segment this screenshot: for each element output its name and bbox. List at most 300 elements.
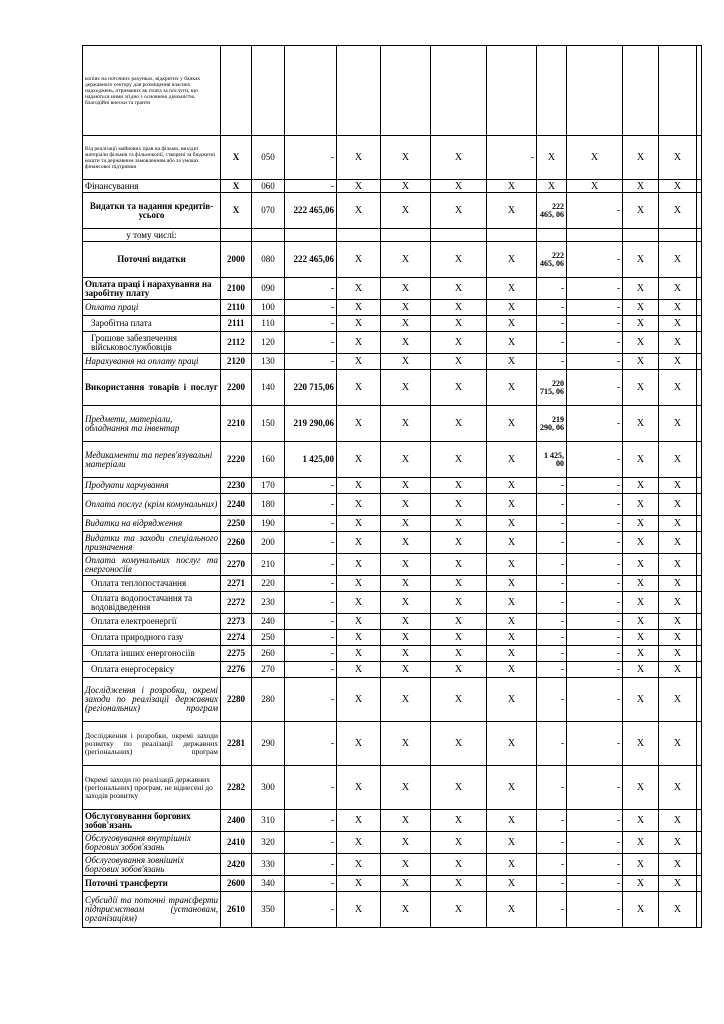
value-cell: - xyxy=(567,832,623,854)
value-cell: X xyxy=(337,316,381,332)
value-cell: - xyxy=(567,662,623,678)
kekv-code-cell: 2200 xyxy=(221,370,252,406)
value-cell xyxy=(697,478,702,494)
value-cell xyxy=(697,678,702,722)
table-row xyxy=(83,576,702,592)
value-cell xyxy=(697,892,702,928)
kekv-code-cell: 2400 xyxy=(221,810,252,832)
value-cell: X xyxy=(337,832,381,854)
value-cell: X xyxy=(487,678,537,722)
value-cell: - xyxy=(537,576,567,592)
value-cell: X xyxy=(487,646,537,662)
value-cell: - xyxy=(537,316,567,332)
value-cell: - xyxy=(567,406,623,442)
value-cell: X xyxy=(431,442,487,478)
value-cell: X xyxy=(487,662,537,678)
row-code-cell: 310 xyxy=(252,810,285,832)
kekv-code-cell: X xyxy=(221,193,252,229)
value-cell xyxy=(659,229,697,242)
value-cell: X xyxy=(659,810,697,832)
value-cell: - xyxy=(567,242,623,278)
table-row xyxy=(83,478,702,494)
value-cell: X xyxy=(381,442,431,478)
total-amount-cell: - xyxy=(285,810,337,832)
value-cell: X xyxy=(431,406,487,442)
value-cell: X xyxy=(337,354,381,370)
value-cell: X xyxy=(623,370,659,406)
value-cell: X xyxy=(381,766,431,810)
value-cell xyxy=(697,576,702,592)
value-cell xyxy=(697,300,702,316)
value-cell: X xyxy=(659,406,697,442)
value-cell: X xyxy=(431,614,487,630)
value-cell: X xyxy=(431,516,487,532)
total-amount-cell: - xyxy=(285,532,337,554)
kekv-code-cell: 2271 xyxy=(221,576,252,592)
table-row xyxy=(83,646,702,662)
value-cell: - xyxy=(537,278,567,300)
kekv-code-cell: 2260 xyxy=(221,532,252,554)
value-cell: - xyxy=(567,532,623,554)
value-cell: - xyxy=(537,722,567,766)
value-cell: X xyxy=(337,242,381,278)
table-row xyxy=(83,316,702,332)
value-cell: X xyxy=(487,630,537,646)
table-row xyxy=(83,278,702,300)
row-code-cell: 080 xyxy=(252,242,285,278)
row-name-cell: у тому числі: xyxy=(83,229,221,242)
value-cell: X xyxy=(431,494,487,516)
value-cell: - xyxy=(567,478,623,494)
value-cell: X xyxy=(659,494,697,516)
total-amount-cell: - xyxy=(285,354,337,370)
value-cell: X xyxy=(431,722,487,766)
value-cell: X xyxy=(381,300,431,316)
kekv-code-cell: X xyxy=(221,180,252,193)
table-row xyxy=(83,630,702,646)
value-cell: X xyxy=(381,532,431,554)
row-code-cell: 050 xyxy=(252,136,285,180)
value-cell xyxy=(487,229,537,242)
value-cell xyxy=(697,516,702,532)
kekv-code-cell: 2281 xyxy=(221,722,252,766)
value-cell: X xyxy=(381,876,431,892)
row-code-cell: 280 xyxy=(252,678,285,722)
row-code-cell: 180 xyxy=(252,494,285,516)
table-row xyxy=(83,300,702,316)
value-cell: X xyxy=(337,576,381,592)
table-row xyxy=(83,46,702,136)
value-cell xyxy=(697,722,702,766)
table-row xyxy=(83,370,702,406)
value-cell xyxy=(697,46,702,136)
table-row xyxy=(83,532,702,554)
row-code-cell: 120 xyxy=(252,332,285,354)
total-amount-cell: - xyxy=(285,592,337,614)
value-cell: X xyxy=(381,242,431,278)
value-cell: X xyxy=(337,630,381,646)
value-cell: X xyxy=(659,892,697,928)
value-cell: X xyxy=(381,354,431,370)
total-amount-cell: - xyxy=(285,478,337,494)
row-code-cell: 090 xyxy=(252,278,285,300)
value-cell: X xyxy=(487,532,537,554)
value-cell: X xyxy=(487,354,537,370)
table-row xyxy=(83,354,702,370)
value-cell: X xyxy=(381,614,431,630)
value-cell: - xyxy=(537,332,567,354)
value-cell xyxy=(697,662,702,678)
value-cell: X xyxy=(381,630,431,646)
value-cell xyxy=(431,229,487,242)
row-code-cell: 250 xyxy=(252,630,285,646)
total-amount-cell: - xyxy=(285,766,337,810)
row-code-cell: 190 xyxy=(252,516,285,532)
value-cell: X xyxy=(337,442,381,478)
value-cell: X xyxy=(659,193,697,229)
value-cell: X xyxy=(431,630,487,646)
value-cell: - xyxy=(537,646,567,662)
value-cell: X xyxy=(659,180,697,193)
row-name-cell: Від реалізації майнових прав на фільми, вихідні матеріали фільмів та фільмокопії, створені за бюджетні кошти та державним замовленням або за умовах фінансової підтримки xyxy=(83,136,221,180)
value-cell xyxy=(697,316,702,332)
total-amount-cell: - xyxy=(285,832,337,854)
value-cell: X xyxy=(337,892,381,928)
row-code-cell: 100 xyxy=(252,300,285,316)
value-cell: X xyxy=(337,662,381,678)
total-amount-cell: 1 425,00 xyxy=(285,442,337,478)
kekv-code-cell: 2600 xyxy=(221,876,252,892)
total-amount-cell: - xyxy=(285,136,337,180)
kekv-code-cell: 2270 xyxy=(221,554,252,576)
value-cell: X xyxy=(381,854,431,876)
table-body xyxy=(83,46,702,928)
value-cell: X xyxy=(337,180,381,193)
kekv-code-cell: 2110 xyxy=(221,300,252,316)
value-cell: X xyxy=(623,876,659,892)
value-cell: X xyxy=(487,876,537,892)
total-amount-cell: - xyxy=(285,614,337,630)
value-cell: X xyxy=(487,406,537,442)
total-amount-cell: 222 465,06 xyxy=(285,193,337,229)
value-cell xyxy=(697,332,702,354)
value-cell: X xyxy=(623,494,659,516)
value-cell: X xyxy=(431,854,487,876)
total-amount-cell: - xyxy=(285,316,337,332)
value-cell: - xyxy=(537,832,567,854)
value-cell: X xyxy=(431,332,487,354)
value-cell xyxy=(337,46,381,136)
value-cell xyxy=(697,242,702,278)
row-name-cell: Видатки та надання кредитів- усього xyxy=(83,193,221,229)
value-cell: X xyxy=(431,832,487,854)
value-cell: X xyxy=(381,646,431,662)
value-cell: X xyxy=(381,193,431,229)
value-cell xyxy=(697,646,702,662)
value-cell xyxy=(537,229,567,242)
value-cell xyxy=(697,554,702,576)
value-cell: X xyxy=(623,180,659,193)
value-cell xyxy=(567,46,623,136)
value-cell: X xyxy=(381,494,431,516)
value-cell: - xyxy=(537,876,567,892)
value-cell: - xyxy=(567,300,623,316)
value-cell: X xyxy=(659,516,697,532)
value-cell: X xyxy=(337,876,381,892)
row-code-cell: 160 xyxy=(252,442,285,478)
value-cell xyxy=(697,442,702,478)
value-cell: - xyxy=(567,646,623,662)
row-code-cell: 070 xyxy=(252,193,285,229)
value-cell: X xyxy=(623,854,659,876)
kekv-code-cell: 2410 xyxy=(221,832,252,854)
value-cell: - xyxy=(567,892,623,928)
value-cell xyxy=(567,229,623,242)
value-cell xyxy=(697,876,702,892)
value-cell: X xyxy=(381,592,431,614)
row-name-cell: Грошове забезпечення військовослужбовців xyxy=(83,332,221,354)
value-cell xyxy=(697,193,702,229)
table-row xyxy=(83,332,702,354)
value-cell: X xyxy=(659,722,697,766)
value-cell: - xyxy=(537,854,567,876)
table-row xyxy=(83,876,702,892)
table-row xyxy=(83,854,702,876)
value-cell: - xyxy=(537,766,567,810)
total-amount-cell: - xyxy=(285,278,337,300)
kekv-code-cell: 2274 xyxy=(221,630,252,646)
kekv-code-cell: 2230 xyxy=(221,478,252,494)
row-code-cell xyxy=(252,46,285,136)
value-cell: X xyxy=(431,646,487,662)
total-amount-cell: - xyxy=(285,332,337,354)
value-cell: - xyxy=(537,554,567,576)
value-cell xyxy=(697,630,702,646)
value-cell: - xyxy=(537,300,567,316)
value-cell: X xyxy=(381,576,431,592)
row-name-cell: Використання товарів і послуг xyxy=(83,370,221,406)
value-cell: X xyxy=(659,316,697,332)
value-cell xyxy=(697,854,702,876)
value-cell: 219 290, 06 xyxy=(537,406,567,442)
table-row xyxy=(83,193,702,229)
row-code-cell: 130 xyxy=(252,354,285,370)
row-name-cell: Видатки та заходи спеціального призначення xyxy=(83,532,221,554)
row-name-cell: Оплата інших енергоносіїв xyxy=(83,646,221,662)
value-cell: - xyxy=(567,494,623,516)
budget-table xyxy=(82,45,702,928)
value-cell: X xyxy=(431,316,487,332)
value-cell: X xyxy=(487,442,537,478)
value-cell: X xyxy=(659,442,697,478)
value-cell: X xyxy=(623,478,659,494)
value-cell: X xyxy=(623,332,659,354)
row-name-cell: Оплата електроенергії xyxy=(83,614,221,630)
value-cell: X xyxy=(659,854,697,876)
value-cell: X xyxy=(381,722,431,766)
value-cell: - xyxy=(567,722,623,766)
value-cell: X xyxy=(623,354,659,370)
row-code-cell: 140 xyxy=(252,370,285,406)
value-cell: 220 715, 06 xyxy=(537,370,567,406)
value-cell: X xyxy=(659,278,697,300)
row-name-cell: Обслуговування внутрішніх боргових зобов'язань xyxy=(83,832,221,854)
value-cell: X xyxy=(337,810,381,832)
value-cell: - xyxy=(567,810,623,832)
value-cell: X xyxy=(659,592,697,614)
value-cell: - xyxy=(537,810,567,832)
value-cell xyxy=(697,136,702,180)
value-cell: X xyxy=(431,592,487,614)
table-row xyxy=(83,554,702,576)
kekv-code-cell: 2000 xyxy=(221,242,252,278)
value-cell: - xyxy=(567,516,623,532)
value-cell: - xyxy=(537,678,567,722)
value-cell: X xyxy=(337,193,381,229)
value-cell: X xyxy=(381,478,431,494)
kekv-code-cell xyxy=(221,46,252,136)
row-name-cell: Оплата теплопостачання xyxy=(83,576,221,592)
value-cell: X xyxy=(659,532,697,554)
total-amount-cell: - xyxy=(285,662,337,678)
value-cell: X xyxy=(487,554,537,576)
total-amount-cell: - xyxy=(285,722,337,766)
kekv-code-cell: 2240 xyxy=(221,494,252,516)
row-name-cell: копіях на поточних рахунках, відкритих у банках державного сектору для розміщення власних надходжень, отриманих як плата за послуги, що надаються ними згідно з основною діяльністю, благодійні внески та гранти xyxy=(83,46,221,136)
kekv-code-cell: 2250 xyxy=(221,516,252,532)
value-cell: X xyxy=(487,478,537,494)
value-cell: - xyxy=(567,278,623,300)
value-cell: X xyxy=(487,576,537,592)
table-row xyxy=(83,614,702,630)
value-cell: X xyxy=(381,406,431,442)
total-amount-cell: - xyxy=(285,630,337,646)
value-cell: X xyxy=(337,332,381,354)
value-cell: X xyxy=(487,180,537,193)
total-amount-cell: - xyxy=(285,854,337,876)
value-cell: X xyxy=(337,478,381,494)
value-cell: - xyxy=(537,354,567,370)
value-cell: X xyxy=(337,406,381,442)
total-amount-cell: - xyxy=(285,892,337,928)
kekv-code-cell: 2272 xyxy=(221,592,252,614)
value-cell: X xyxy=(623,193,659,229)
value-cell: X xyxy=(487,614,537,630)
table-row xyxy=(83,722,702,766)
row-name-cell: Видатки на відрядження xyxy=(83,516,221,532)
value-cell: X xyxy=(337,614,381,630)
kekv-code-cell: X xyxy=(221,136,252,180)
value-cell: X xyxy=(487,193,537,229)
value-cell: - xyxy=(537,592,567,614)
value-cell: X xyxy=(381,180,431,193)
value-cell: X xyxy=(623,678,659,722)
value-cell: - xyxy=(567,854,623,876)
table-row xyxy=(83,810,702,832)
kekv-code-cell: 2282 xyxy=(221,766,252,810)
value-cell: X xyxy=(337,300,381,316)
value-cell: X xyxy=(659,832,697,854)
kekv-code-cell: 2610 xyxy=(221,892,252,928)
kekv-code-cell: 2275 xyxy=(221,646,252,662)
row-code-cell: 330 xyxy=(252,854,285,876)
value-cell: X xyxy=(431,662,487,678)
value-cell xyxy=(697,532,702,554)
table-row xyxy=(83,832,702,854)
row-name-cell: Обслуговування боргових зобов'язань xyxy=(83,810,221,832)
kekv-code-cell: 2120 xyxy=(221,354,252,370)
row-code-cell: 270 xyxy=(252,662,285,678)
value-cell xyxy=(487,46,537,136)
table-row xyxy=(83,678,702,722)
row-name-cell: Оплата комунальних послуг та енергоносіїв xyxy=(83,554,221,576)
value-cell: X xyxy=(537,180,567,193)
row-name-cell: Продукти харчування xyxy=(83,478,221,494)
row-code-cell: 110 xyxy=(252,316,285,332)
total-amount-cell: - xyxy=(285,494,337,516)
total-amount-cell: - xyxy=(285,516,337,532)
value-cell: X xyxy=(431,766,487,810)
value-cell: X xyxy=(623,242,659,278)
value-cell: - xyxy=(537,662,567,678)
value-cell xyxy=(337,229,381,242)
value-cell xyxy=(431,46,487,136)
total-amount-cell: - xyxy=(285,876,337,892)
value-cell: - xyxy=(537,892,567,928)
value-cell: X xyxy=(381,136,431,180)
value-cell: X xyxy=(381,554,431,576)
total-amount-cell: - xyxy=(285,554,337,576)
value-cell: X xyxy=(623,516,659,532)
value-cell: X xyxy=(623,832,659,854)
row-name-cell: Субсидії та поточні трансферти підприємствам (установам, організаціям) xyxy=(83,892,221,928)
value-cell: X xyxy=(337,766,381,810)
value-cell xyxy=(381,46,431,136)
kekv-code-cell: 2280 xyxy=(221,678,252,722)
value-cell: X xyxy=(431,242,487,278)
value-cell: - xyxy=(567,370,623,406)
value-cell: X xyxy=(431,876,487,892)
total-amount-cell: 222 465,06 xyxy=(285,242,337,278)
value-cell: - xyxy=(567,592,623,614)
value-cell: X xyxy=(623,892,659,928)
value-cell: X xyxy=(487,278,537,300)
kekv-code-cell: 2276 xyxy=(221,662,252,678)
kekv-code-cell: 2112 xyxy=(221,332,252,354)
value-cell: X xyxy=(623,592,659,614)
value-cell: X xyxy=(487,832,537,854)
value-cell: X xyxy=(659,576,697,592)
row-name-cell: Оплата праці xyxy=(83,300,221,316)
kekv-code-cell xyxy=(221,229,252,242)
value-cell: X xyxy=(623,316,659,332)
value-cell: X xyxy=(659,646,697,662)
value-cell: X xyxy=(431,532,487,554)
value-cell: X xyxy=(337,678,381,722)
total-amount-cell: 220 715,06 xyxy=(285,370,337,406)
row-name-cell: Фінансування xyxy=(83,180,221,193)
value-cell: X xyxy=(487,722,537,766)
value-cell: X xyxy=(659,300,697,316)
row-code-cell xyxy=(252,229,285,242)
value-cell: X xyxy=(381,278,431,300)
value-cell: X xyxy=(431,300,487,316)
value-cell xyxy=(697,370,702,406)
value-cell xyxy=(697,180,702,193)
value-cell xyxy=(697,494,702,516)
value-cell: X xyxy=(381,892,431,928)
value-cell: - xyxy=(537,494,567,516)
